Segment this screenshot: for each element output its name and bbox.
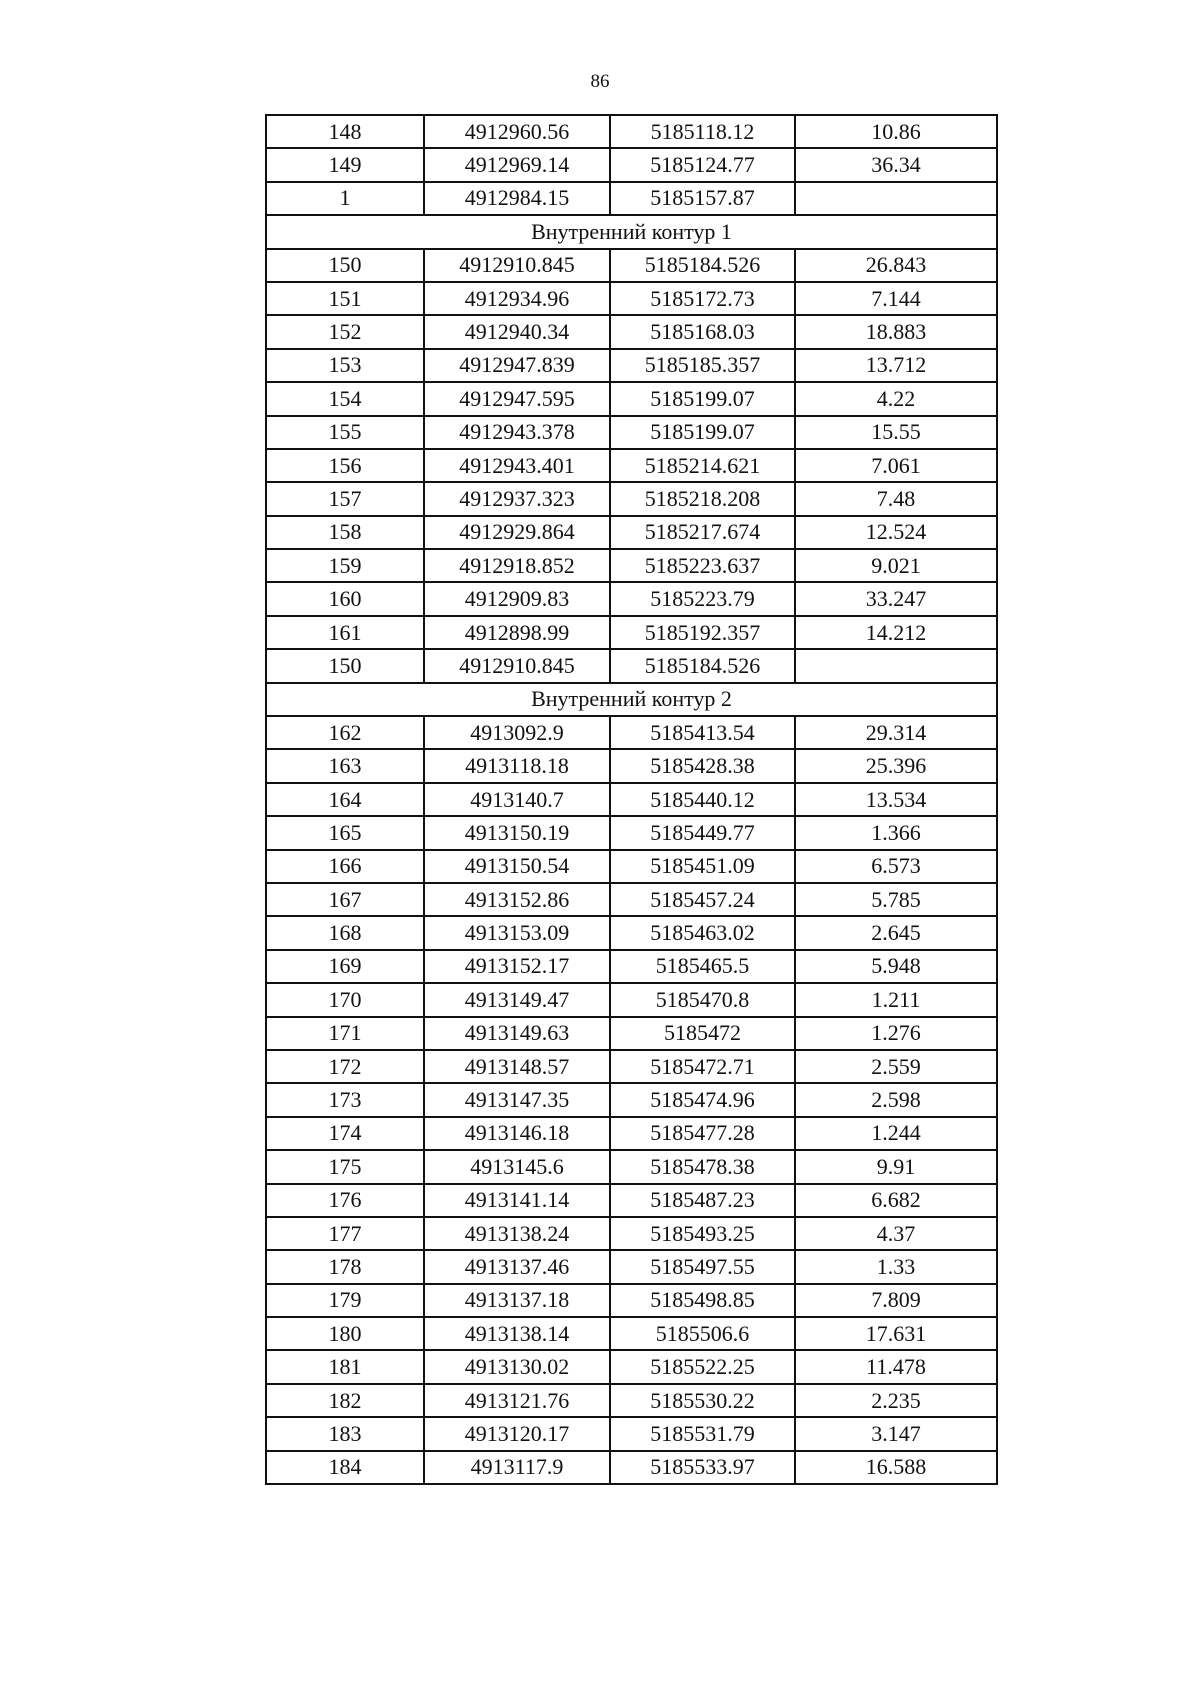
- point-number-cell: 166: [266, 850, 424, 883]
- y-coordinate-cell: 5185498.85: [610, 1284, 795, 1317]
- x-coordinate-cell: 4913137.18: [424, 1284, 610, 1317]
- point-number-cell: 164: [266, 783, 424, 816]
- x-coordinate-cell: 4913153.09: [424, 916, 610, 949]
- point-number-cell: 171: [266, 1017, 424, 1050]
- section-header-label: Внутренний контур 1: [266, 215, 997, 248]
- x-coordinate-cell: 4912960.56: [424, 115, 610, 148]
- x-coordinate-cell: 4912934.96: [424, 282, 610, 315]
- distance-cell: 26.843: [795, 249, 997, 282]
- distance-cell: 18.883: [795, 315, 997, 348]
- point-number-cell: 180: [266, 1317, 424, 1350]
- point-number-cell: 179: [266, 1284, 424, 1317]
- y-coordinate-cell: 5185223.637: [610, 549, 795, 582]
- point-number-cell: 157: [266, 482, 424, 515]
- point-number-cell: 173: [266, 1083, 424, 1116]
- y-coordinate-cell: 5185477.28: [610, 1117, 795, 1150]
- table-row: [266, 1050, 997, 1083]
- x-coordinate-cell: 4912969.14: [424, 148, 610, 181]
- distance-cell: 11.478: [795, 1350, 997, 1383]
- table-row: [266, 382, 997, 415]
- table-row: [266, 416, 997, 449]
- y-coordinate-cell: 5185217.674: [610, 516, 795, 549]
- distance-cell: 6.573: [795, 850, 997, 883]
- distance-cell: 3.147: [795, 1417, 997, 1450]
- x-coordinate-cell: 4912984.15: [424, 182, 610, 215]
- y-coordinate-cell: 5185497.55: [610, 1250, 795, 1283]
- y-coordinate-cell: 5185185.357: [610, 349, 795, 382]
- table-row: [266, 1284, 997, 1317]
- y-coordinate-cell: 5185184.526: [610, 649, 795, 682]
- y-coordinate-cell: 5185172.73: [610, 282, 795, 315]
- y-coordinate-cell: 5185413.54: [610, 716, 795, 749]
- point-number-cell: 151: [266, 282, 424, 315]
- x-coordinate-cell: 4912898.99: [424, 616, 610, 649]
- table-row: [266, 1017, 997, 1050]
- page-number: 86: [590, 71, 610, 92]
- point-number-cell: 159: [266, 549, 424, 582]
- table-row: [266, 482, 997, 515]
- distance-cell: 1.366: [795, 816, 997, 849]
- point-number-cell: 183: [266, 1417, 424, 1450]
- table-row: [266, 282, 997, 315]
- coordinates-table: [265, 114, 998, 1485]
- y-coordinate-cell: 5185184.526: [610, 249, 795, 282]
- table-row: [266, 315, 997, 348]
- distance-cell: 5.785: [795, 883, 997, 916]
- y-coordinate-cell: 5185451.09: [610, 850, 795, 883]
- point-number-cell: 169: [266, 950, 424, 983]
- x-coordinate-cell: 4912947.839: [424, 349, 610, 382]
- table-row: [266, 115, 997, 148]
- distance-cell: 13.534: [795, 783, 997, 816]
- x-coordinate-cell: 4913138.24: [424, 1217, 610, 1250]
- table-row: [266, 616, 997, 649]
- y-coordinate-cell: 5185157.87: [610, 182, 795, 215]
- y-coordinate-cell: 5185440.12: [610, 783, 795, 816]
- distance-cell: 2.645: [795, 916, 997, 949]
- x-coordinate-cell: 4913145.6: [424, 1150, 610, 1183]
- table-row: [266, 916, 997, 949]
- table-row: [266, 950, 997, 983]
- y-coordinate-cell: 5185118.12: [610, 115, 795, 148]
- table-row: [266, 816, 997, 849]
- x-coordinate-cell: 4913150.19: [424, 816, 610, 849]
- x-coordinate-cell: 4913138.14: [424, 1317, 610, 1350]
- point-number-cell: 154: [266, 382, 424, 415]
- distance-cell: 4.37: [795, 1217, 997, 1250]
- distance-cell: 17.631: [795, 1317, 997, 1350]
- y-coordinate-cell: 5185474.96: [610, 1083, 795, 1116]
- distance-cell: 7.061: [795, 449, 997, 482]
- distance-cell: [795, 649, 997, 682]
- x-coordinate-cell: 4913118.18: [424, 749, 610, 782]
- table-row: [266, 549, 997, 582]
- y-coordinate-cell: 5185192.357: [610, 616, 795, 649]
- distance-cell: 7.48: [795, 482, 997, 515]
- table-row: [266, 349, 997, 382]
- point-number-cell: 170: [266, 983, 424, 1016]
- point-number-cell: 1: [266, 182, 424, 215]
- point-number-cell: 156: [266, 449, 424, 482]
- table-row: [266, 1150, 997, 1183]
- table-row: [266, 582, 997, 615]
- point-number-cell: 150: [266, 649, 424, 682]
- table-row: [266, 1184, 997, 1217]
- y-coordinate-cell: 5185533.97: [610, 1451, 795, 1484]
- point-number-cell: 150: [266, 249, 424, 282]
- y-coordinate-cell: 5185465.5: [610, 950, 795, 983]
- distance-cell: 14.212: [795, 616, 997, 649]
- point-number-cell: 148: [266, 115, 424, 148]
- distance-cell: 7.809: [795, 1284, 997, 1317]
- point-number-cell: 175: [266, 1150, 424, 1183]
- table-row: [266, 649, 997, 682]
- section-header-row: [266, 215, 997, 248]
- section-header-label: Внутренний контур 2: [266, 683, 997, 716]
- distance-cell: 6.682: [795, 1184, 997, 1217]
- x-coordinate-cell: 4913150.54: [424, 850, 610, 883]
- distance-cell: 2.598: [795, 1083, 997, 1116]
- x-coordinate-cell: 4912940.34: [424, 315, 610, 348]
- y-coordinate-cell: 5185493.25: [610, 1217, 795, 1250]
- point-number-cell: 184: [266, 1451, 424, 1484]
- x-coordinate-cell: 4913137.46: [424, 1250, 610, 1283]
- table-row: [266, 182, 997, 215]
- point-number-cell: 168: [266, 916, 424, 949]
- distance-cell: 9.91: [795, 1150, 997, 1183]
- distance-cell: 25.396: [795, 749, 997, 782]
- distance-cell: 7.144: [795, 282, 997, 315]
- x-coordinate-cell: 4912918.852: [424, 549, 610, 582]
- point-number-cell: 149: [266, 148, 424, 181]
- distance-cell: 4.22: [795, 382, 997, 415]
- point-number-cell: 174: [266, 1117, 424, 1150]
- distance-cell: 15.55: [795, 416, 997, 449]
- point-number-cell: 177: [266, 1217, 424, 1250]
- x-coordinate-cell: 4912910.845: [424, 649, 610, 682]
- x-coordinate-cell: 4913149.63: [424, 1017, 610, 1050]
- table-row: [266, 1350, 997, 1383]
- point-number-cell: 182: [266, 1384, 424, 1417]
- distance-cell: [795, 182, 997, 215]
- distance-cell: 29.314: [795, 716, 997, 749]
- y-coordinate-cell: 5185214.621: [610, 449, 795, 482]
- table-row: [266, 148, 997, 181]
- point-number-cell: 155: [266, 416, 424, 449]
- distance-cell: 33.247: [795, 582, 997, 615]
- table-row: [266, 883, 997, 916]
- x-coordinate-cell: 4913148.57: [424, 1050, 610, 1083]
- x-coordinate-cell: 4913117.9: [424, 1451, 610, 1484]
- x-coordinate-cell: 4913152.17: [424, 950, 610, 983]
- y-coordinate-cell: 5185449.77: [610, 816, 795, 849]
- x-coordinate-cell: 4912943.401: [424, 449, 610, 482]
- x-coordinate-cell: 4913130.02: [424, 1350, 610, 1383]
- x-coordinate-cell: 4912910.845: [424, 249, 610, 282]
- x-coordinate-cell: 4913141.14: [424, 1184, 610, 1217]
- x-coordinate-cell: 4913146.18: [424, 1117, 610, 1150]
- y-coordinate-cell: 5185457.24: [610, 883, 795, 916]
- table-row: [266, 449, 997, 482]
- point-number-cell: 178: [266, 1250, 424, 1283]
- distance-cell: 1.276: [795, 1017, 997, 1050]
- table-row: [266, 1417, 997, 1450]
- distance-cell: 12.524: [795, 516, 997, 549]
- table-row: [266, 1384, 997, 1417]
- y-coordinate-cell: 5185472.71: [610, 1050, 795, 1083]
- y-coordinate-cell: 5185218.208: [610, 482, 795, 515]
- y-coordinate-cell: 5185530.22: [610, 1384, 795, 1417]
- distance-cell: 1.244: [795, 1117, 997, 1150]
- point-number-cell: 176: [266, 1184, 424, 1217]
- point-number-cell: 163: [266, 749, 424, 782]
- coordinates-table-body: [266, 115, 997, 1484]
- point-number-cell: 152: [266, 315, 424, 348]
- y-coordinate-cell: 5185487.23: [610, 1184, 795, 1217]
- distance-cell: 16.588: [795, 1451, 997, 1484]
- y-coordinate-cell: 5185428.38: [610, 749, 795, 782]
- table-row: [266, 1217, 997, 1250]
- table-row: [266, 516, 997, 549]
- y-coordinate-cell: 5185199.07: [610, 382, 795, 415]
- x-coordinate-cell: 4912947.595: [424, 382, 610, 415]
- point-number-cell: 167: [266, 883, 424, 916]
- point-number-cell: 165: [266, 816, 424, 849]
- point-number-cell: 181: [266, 1350, 424, 1383]
- point-number-cell: 161: [266, 616, 424, 649]
- section-header-row: [266, 683, 997, 716]
- distance-cell: 1.211: [795, 983, 997, 1016]
- table-row: [266, 983, 997, 1016]
- y-coordinate-cell: 5185506.6: [610, 1317, 795, 1350]
- x-coordinate-cell: 4913149.47: [424, 983, 610, 1016]
- x-coordinate-cell: 4913147.35: [424, 1083, 610, 1116]
- table-row: [266, 716, 997, 749]
- table-row: [266, 1250, 997, 1283]
- distance-cell: 36.34: [795, 148, 997, 181]
- distance-cell: 10.86: [795, 115, 997, 148]
- y-coordinate-cell: 5185531.79: [610, 1417, 795, 1450]
- distance-cell: 13.712: [795, 349, 997, 382]
- y-coordinate-cell: 5185522.25: [610, 1350, 795, 1383]
- x-coordinate-cell: 4913092.9: [424, 716, 610, 749]
- table-row: [266, 1083, 997, 1116]
- x-coordinate-cell: 4913120.17: [424, 1417, 610, 1450]
- y-coordinate-cell: 5185463.02: [610, 916, 795, 949]
- point-number-cell: 162: [266, 716, 424, 749]
- x-coordinate-cell: 4912929.864: [424, 516, 610, 549]
- y-coordinate-cell: 5185223.79: [610, 582, 795, 615]
- y-coordinate-cell: 5185199.07: [610, 416, 795, 449]
- y-coordinate-cell: 5185124.77: [610, 148, 795, 181]
- table-row: [266, 249, 997, 282]
- y-coordinate-cell: 5185472: [610, 1017, 795, 1050]
- table-row: [266, 850, 997, 883]
- x-coordinate-cell: 4912943.378: [424, 416, 610, 449]
- y-coordinate-cell: 5185470.8: [610, 983, 795, 1016]
- point-number-cell: 158: [266, 516, 424, 549]
- point-number-cell: 153: [266, 349, 424, 382]
- table-row: [266, 1317, 997, 1350]
- x-coordinate-cell: 4913152.86: [424, 883, 610, 916]
- x-coordinate-cell: 4912937.323: [424, 482, 610, 515]
- distance-cell: 2.235: [795, 1384, 997, 1417]
- table-row: [266, 783, 997, 816]
- x-coordinate-cell: 4913121.76: [424, 1384, 610, 1417]
- point-number-cell: 160: [266, 582, 424, 615]
- distance-cell: 9.021: [795, 549, 997, 582]
- x-coordinate-cell: 4912909.83: [424, 582, 610, 615]
- y-coordinate-cell: 5185478.38: [610, 1150, 795, 1183]
- distance-cell: 5.948: [795, 950, 997, 983]
- table-row: [266, 1451, 997, 1484]
- distance-cell: 2.559: [795, 1050, 997, 1083]
- table-row: [266, 1117, 997, 1150]
- y-coordinate-cell: 5185168.03: [610, 315, 795, 348]
- table-row: [266, 749, 997, 782]
- point-number-cell: 172: [266, 1050, 424, 1083]
- x-coordinate-cell: 4913140.7: [424, 783, 610, 816]
- distance-cell: 1.33: [795, 1250, 997, 1283]
